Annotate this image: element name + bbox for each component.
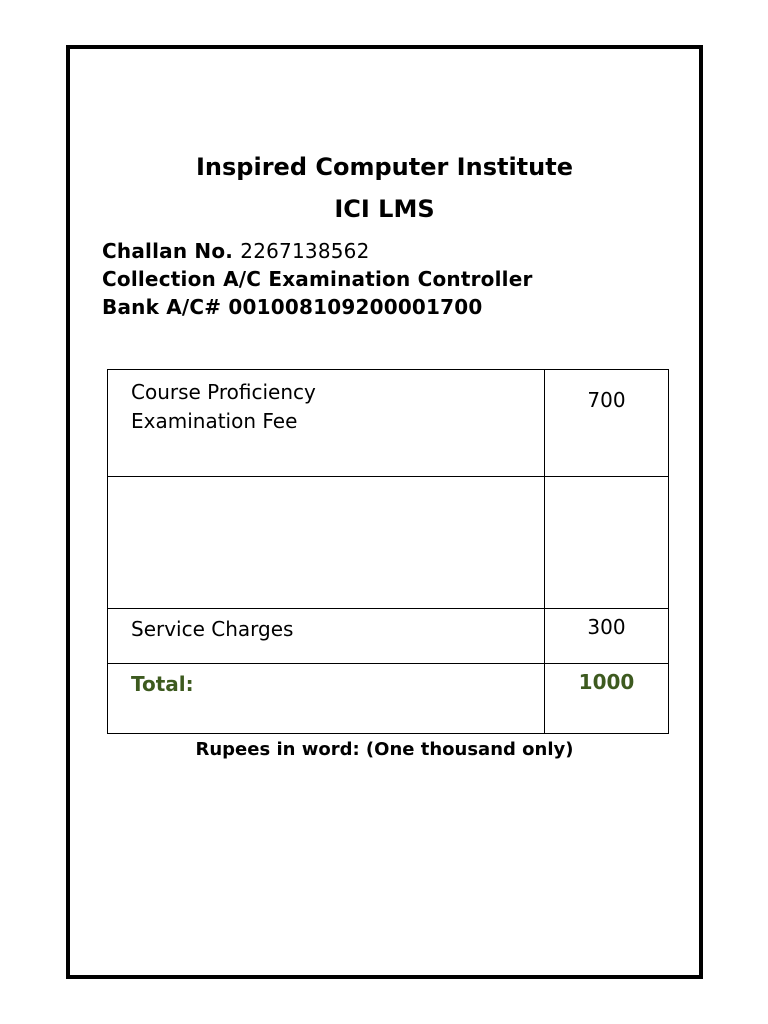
- fees-table: [107, 369, 669, 734]
- fee-amount: [545, 477, 669, 609]
- challan-number-value: 2267138562: [240, 239, 370, 263]
- total-row: [108, 664, 669, 734]
- institute-name: Inspired Computer Institute: [196, 153, 573, 181]
- fee-description: [108, 477, 545, 609]
- bank-account-line: Bank A/C# 001008109200001700: [102, 295, 483, 319]
- fee-amount: 300: [545, 609, 669, 664]
- fee-amount: 700: [545, 370, 669, 477]
- total-amount: 1000: [545, 664, 669, 734]
- fee-description: Service Charges: [108, 609, 545, 664]
- challan-number-label: Challan No.: [102, 239, 234, 263]
- system-name: ICI LMS: [334, 195, 435, 223]
- table-row: [108, 370, 669, 477]
- challan-number-line: [102, 239, 370, 263]
- amount-in-words: Rupees in word: (One thousand only): [195, 739, 574, 760]
- challan-frame: [66, 45, 703, 979]
- table-row: [108, 609, 669, 664]
- table-row: [108, 477, 669, 609]
- total-label: Total:: [108, 664, 545, 734]
- fee-description: [108, 370, 545, 477]
- collection-account-line: Collection A/C Examination Controller: [102, 267, 533, 291]
- fee-description-text: Course Proficiency Examination Fee: [131, 380, 316, 433]
